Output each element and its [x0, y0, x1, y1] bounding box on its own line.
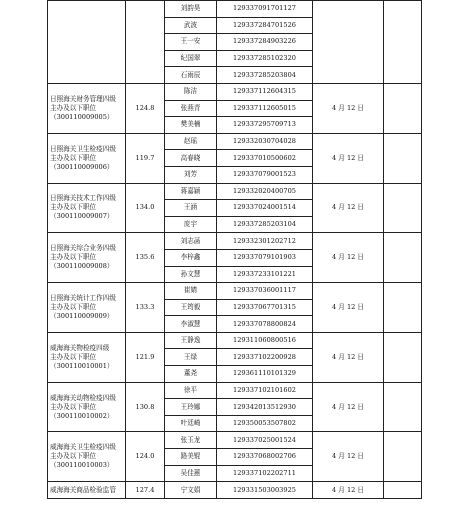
candidate-name: 叶廷崎 [165, 415, 217, 432]
position-line: 日照海关综合业务四级 [50, 244, 116, 253]
table-row [48, 283, 422, 300]
results-table [47, 0, 422, 499]
position-line: 主办及以下职位 [50, 352, 97, 361]
interview-date-cell [313, 1, 384, 84]
candidate-name: 王绿 [165, 349, 217, 366]
ticket-number: 129337024001514 [217, 200, 313, 217]
table-row [48, 432, 422, 449]
interview-date-cell: 4 月 12 日 [313, 183, 384, 233]
ticket-number: 129311060800516 [217, 332, 313, 349]
min-score-cell: 121.9 [126, 332, 165, 382]
ticket-number: 129337102200928 [217, 349, 313, 366]
ticket-number: 129332020400705 [217, 183, 313, 200]
position-line: 威海海关商品检验监管 [50, 485, 116, 494]
remark-cell [384, 432, 422, 482]
ticket-number: 129337078800824 [217, 316, 313, 333]
table-row [48, 382, 422, 399]
ticket-number: 129337010500602 [217, 150, 313, 167]
position-line: 主办及以下职位 [50, 452, 97, 461]
table-row [48, 133, 422, 150]
table-row [48, 332, 422, 349]
candidate-name: 李淑慧 [165, 316, 217, 333]
position-cell [48, 83, 126, 133]
position-line: 主办及以下职位 [50, 103, 97, 112]
ticket-number: 129337079001523 [217, 166, 313, 183]
table-row [48, 83, 422, 100]
remark-cell [384, 332, 422, 382]
min-score-cell: 133.3 [126, 283, 165, 333]
candidate-name: 纪国翠 [165, 50, 217, 67]
position-line: （300110009008） [50, 262, 114, 271]
candidate-name: 高春晓 [165, 150, 217, 167]
candidate-name: 孙文慧 [165, 266, 217, 283]
position-line: 主办及以下职位 [50, 402, 97, 411]
candidate-name: 李梓鑫 [165, 249, 217, 266]
candidate-name: 张燕青 [165, 100, 217, 117]
remark-cell [384, 83, 422, 133]
ticket-number: 129332030704028 [217, 133, 313, 150]
candidate-name: 王一安 [165, 34, 217, 51]
candidate-name: 董尧 [165, 366, 217, 383]
position-cell [48, 233, 126, 283]
position-cell [48, 283, 126, 333]
candidate-name: 路美锟 [165, 449, 217, 466]
position-line: 主办及以下职位 [50, 153, 97, 162]
candidate-name: 武波 [165, 17, 217, 34]
ticket-number: 129331503003925 [217, 482, 313, 499]
interview-date-cell: 4 月 12 日 [313, 482, 384, 499]
candidate-name: 崔婧 [165, 283, 217, 300]
position-line: （300110009007） [50, 212, 114, 221]
ticket-number: 129337102202711 [217, 465, 313, 482]
remark-cell [384, 382, 422, 432]
interview-date-cell: 4 月 12 日 [313, 283, 384, 333]
candidate-name: 刘志菡 [165, 233, 217, 250]
interview-date-cell: 4 月 12 日 [313, 382, 384, 432]
candidate-name: 刘芳 [165, 166, 217, 183]
candidate-name: 王玲娜 [165, 399, 217, 416]
remark-cell [384, 183, 422, 233]
position-cell [48, 332, 126, 382]
ticket-number: 129337285203104 [217, 216, 313, 233]
candidate-name: 刘韵昊 [165, 1, 217, 18]
min-score-cell: 124.0 [126, 432, 165, 482]
ticket-number: 129332301202712 [217, 233, 313, 250]
position-line: 日照海关技术工作四级 [50, 194, 116, 203]
ticket-number: 129361110101329 [217, 366, 313, 383]
candidate-name: 庞宇 [165, 216, 217, 233]
position-line: 威海海关卫生检疫四级 [50, 443, 116, 452]
candidate-name: 张玉龙 [165, 432, 217, 449]
remark-cell [384, 1, 422, 84]
ticket-number: 129337068002706 [217, 449, 313, 466]
ticket-number: 129337025001524 [217, 432, 313, 449]
position-line: 主办及以下职位 [50, 253, 97, 262]
position-line: （300110009005） [50, 112, 114, 121]
ticket-number: 129337285203804 [217, 67, 313, 84]
ticket-number: 129337112604315 [217, 83, 313, 100]
ticket-number: 129337036001117 [217, 283, 313, 300]
candidate-name: 王静逸 [165, 332, 217, 349]
position-cell [48, 432, 126, 482]
min-score-cell: 124.8 [126, 83, 165, 133]
position-line: 日照海关卫生检疫四级 [50, 144, 116, 153]
position-cell [48, 1, 126, 84]
ticket-number: 129337284701526 [217, 17, 313, 34]
table-row [48, 183, 422, 200]
remark-cell [384, 233, 422, 283]
table-row [48, 482, 422, 499]
ticket-number: 129337284903226 [217, 34, 313, 51]
position-line: 威海海关物检疫四级 [50, 343, 110, 352]
results-table-body [48, 1, 422, 499]
min-score-cell: 134.0 [126, 183, 165, 233]
position-line: （300110010002） [50, 411, 114, 420]
position-line: （300110009009） [50, 311, 114, 320]
candidate-name: 陈洁 [165, 83, 217, 100]
position-line: 威海海关动物检疫四级 [50, 393, 116, 402]
position-cell [48, 133, 126, 183]
ticket-number: 129337067701315 [217, 299, 313, 316]
ticket-number: 129342013512930 [217, 399, 313, 416]
candidate-name: 石雨辰 [165, 67, 217, 84]
min-score-cell: 127.4 [126, 482, 165, 499]
candidate-name: 王筠毅 [165, 299, 217, 316]
position-cell [48, 382, 126, 432]
interview-date-cell: 4 月 12 日 [313, 233, 384, 283]
ticket-number: 129337112605015 [217, 100, 313, 117]
interview-date-cell: 4 月 12 日 [313, 83, 384, 133]
position-line: （300110010001） [50, 361, 114, 370]
score-cell [126, 1, 165, 84]
table-row [48, 233, 422, 250]
position-line: 日照海关统计工作四级 [50, 293, 116, 302]
position-line: 主办及以下职位 [50, 203, 97, 212]
ticket-number: 129350053507802 [217, 415, 313, 432]
ticket-number: 129337285102320 [217, 50, 313, 67]
candidate-name: 樊美楠 [165, 117, 217, 134]
candidate-name: 蒋嘉颖 [165, 183, 217, 200]
position-cell [48, 183, 126, 233]
interview-date-cell: 4 月 12 日 [313, 133, 384, 183]
ticket-number: 129337079101903 [217, 249, 313, 266]
min-score-cell: 130.8 [126, 382, 165, 432]
position-line: （300110009006） [50, 162, 114, 171]
candidate-name: 宁文娟 [165, 482, 217, 499]
table-row [48, 1, 422, 18]
min-score-cell: 135.6 [126, 233, 165, 283]
min-score-cell: 119.7 [126, 133, 165, 183]
position-line: 日照海关财务管理四级 [50, 94, 116, 103]
ticket-number: 129337102101602 [217, 382, 313, 399]
remark-cell [384, 283, 422, 333]
candidate-name: 赵瑶 [165, 133, 217, 150]
candidate-name: 吴佳蕙 [165, 465, 217, 482]
ticket-number: 129337091701127 [217, 1, 313, 18]
interview-date-cell: 4 月 12 日 [313, 432, 384, 482]
ticket-number: 129337233101221 [217, 266, 313, 283]
position-line: （300110010003） [50, 461, 114, 470]
ticket-number: 129337295709713 [217, 117, 313, 134]
candidate-name: 王涵 [165, 200, 217, 217]
position-line: 主办及以下职位 [50, 302, 97, 311]
remark-cell [384, 482, 422, 499]
position-cell [48, 482, 126, 499]
remark-cell [384, 133, 422, 183]
interview-date-cell: 4 月 12 日 [313, 332, 384, 382]
candidate-name: 徐平 [165, 382, 217, 399]
